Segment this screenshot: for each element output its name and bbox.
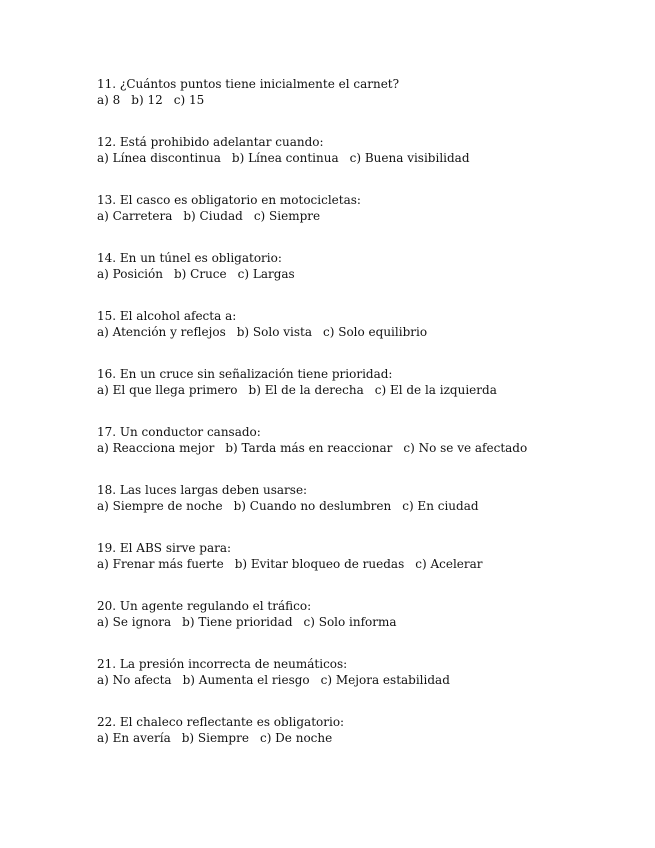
option-a: a) Siempre de noche	[97, 499, 223, 513]
option-b: b) Cruce	[173, 267, 227, 281]
option-c: c) No se ve afectado	[403, 441, 528, 455]
answer-options	[97, 440, 637, 456]
option-c: c) Solo informa	[303, 615, 397, 629]
option-a: a) Carretera	[97, 209, 173, 223]
question-item	[97, 482, 637, 540]
question-text: 19. El ABS sirve para:	[97, 541, 232, 555]
option-b: b) El de la derecha	[248, 383, 364, 397]
question-text: 18. Las luces largas deben usarse:	[97, 483, 308, 497]
option-b: b) Tiene prioridad	[182, 615, 293, 629]
option-a: a) Atención y reflejos	[97, 325, 226, 339]
option-c: c) En ciudad	[402, 499, 479, 513]
question-text: 12. Está prohibido adelantar cuando:	[97, 135, 324, 149]
question-item	[97, 366, 637, 424]
answer-options	[97, 92, 637, 108]
option-a: a) 8	[97, 93, 121, 107]
answer-options	[97, 324, 637, 340]
answer-options	[97, 672, 637, 688]
option-b: b) Evitar bloqueo de ruedas	[234, 557, 405, 571]
question-text: 15. El alcohol afecta a:	[97, 309, 237, 323]
option-c: c) El de la izquierda	[374, 383, 497, 397]
question-item	[97, 540, 637, 598]
answer-options	[97, 498, 637, 514]
option-c: c) 15	[173, 93, 205, 107]
option-c: c) Siempre	[253, 209, 321, 223]
option-c: c) Buena visibilidad	[349, 151, 470, 165]
question-text: 17. Un conductor cansado:	[97, 425, 261, 439]
question-text: 16. En un cruce sin señalización tiene prioridad:	[97, 367, 393, 381]
question-text: 20. Un agente regulando el tráfico:	[97, 599, 312, 613]
option-b: b) Solo vista	[236, 325, 312, 339]
option-b: b) 12	[131, 93, 163, 107]
option-c: c) Solo equilibrio	[323, 325, 428, 339]
question-text: 13. El casco es obligatorio en motocicletas:	[97, 193, 361, 207]
question-item	[97, 308, 637, 366]
option-c: c) De noche	[259, 731, 333, 745]
question-text: 11. ¿Cuántos puntos tiene inicialmente el carnet?	[97, 77, 400, 91]
question-text: 22. El chaleco reflectante es obligatorio:	[97, 715, 345, 729]
option-a: a) Frenar más fuerte	[97, 557, 224, 571]
question-item	[97, 192, 637, 250]
option-c: c) Acelerar	[415, 557, 483, 571]
answer-options	[97, 208, 637, 224]
option-c: c) Mejora estabilidad	[320, 673, 450, 687]
answer-options	[97, 730, 637, 746]
option-c: c) Largas	[237, 267, 295, 281]
question-item	[97, 424, 637, 482]
question-item	[97, 250, 637, 308]
option-b: b) Siempre	[181, 731, 249, 745]
option-a: a) Se ignora	[97, 615, 172, 629]
option-b: b) Cuando no deslumbren	[233, 499, 392, 513]
answer-options	[97, 266, 637, 282]
option-a: a) Posición	[97, 267, 163, 281]
question-item	[97, 656, 637, 714]
question-list	[97, 76, 637, 772]
question-item	[97, 134, 637, 192]
question-text: 21. La presión incorrecta de neumáticos:	[97, 657, 348, 671]
question-item	[97, 714, 637, 772]
option-b: b) Tarda más en reaccionar	[225, 441, 393, 455]
option-b: b) Ciudad	[183, 209, 243, 223]
option-a: a) En avería	[97, 731, 171, 745]
question-item	[97, 76, 637, 134]
question-text: 14. En un túnel es obligatorio:	[97, 251, 282, 265]
option-a: a) El que llega primero	[97, 383, 238, 397]
answer-options	[97, 382, 637, 398]
answer-options	[97, 614, 637, 630]
option-b: b) Aumenta el riesgo	[182, 673, 310, 687]
option-a: a) Reacciona mejor	[97, 441, 215, 455]
answer-options	[97, 556, 637, 572]
option-a: a) No afecta	[97, 673, 172, 687]
answer-options	[97, 150, 637, 166]
option-b: b) Línea continua	[231, 151, 339, 165]
question-item	[97, 598, 637, 656]
option-a: a) Línea discontinua	[97, 151, 221, 165]
